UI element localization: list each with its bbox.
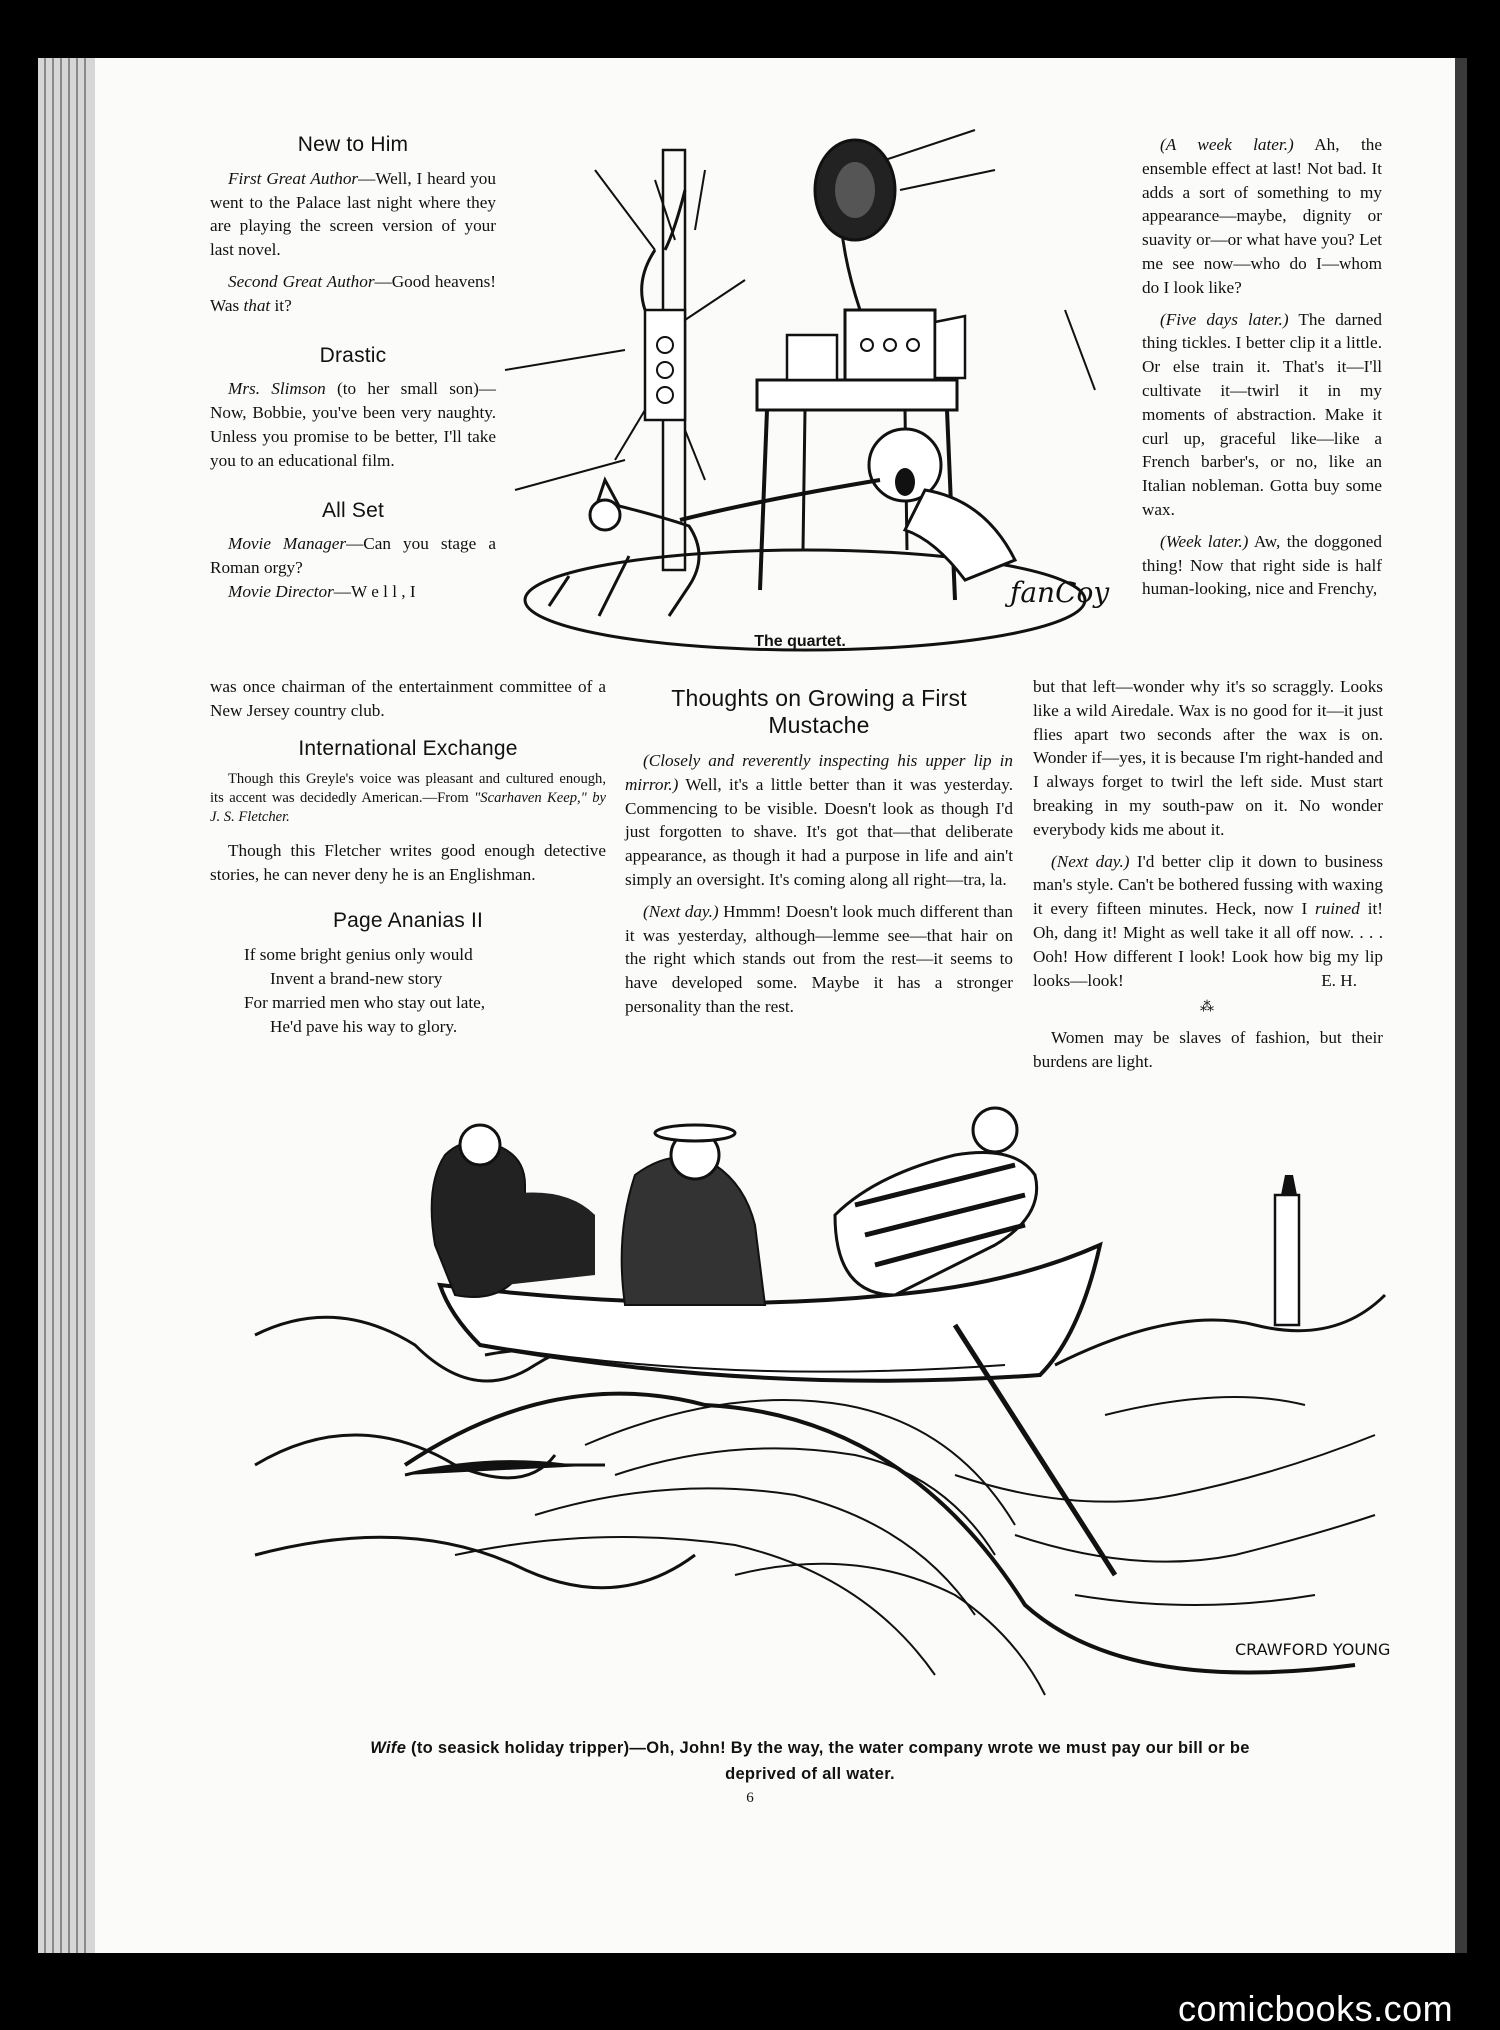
quartet-illustration bbox=[505, 130, 1110, 660]
heading-all-set: All Set bbox=[321, 498, 385, 522]
mustache-p3: (A week later.) Ah, the ensemble effect at last! Not bad. It adds a sort of something to my appearance—maybe, dignity or suavity or—or what have you? Let me see now—who do I—whom do I look like? bbox=[1142, 135, 1382, 297]
site-watermark: comicbooks.com bbox=[1178, 1988, 1454, 2029]
quartet-caption: The quartet. bbox=[754, 633, 846, 650]
mustache-p5-top: (Week later.) Aw, the doggoned thing! Now that right side is half human-looking, nice and Frenchy, bbox=[1142, 531, 1382, 599]
international-comment: Though this Fletcher writes good enough detective stories, he can never deny he is an Englishman. bbox=[210, 841, 606, 885]
svg-text:ƒanCoy: ƒanCoy bbox=[1010, 576, 1110, 609]
heading-page-ananias: Page Ananias II bbox=[332, 908, 484, 932]
facing-page-shadow bbox=[1455, 58, 1467, 1953]
international-quote: Though this Greyle's voice was pleasant and cultured enough, its accent was decidedly American.—From "Scarhaven Keep," by J. S. Fletcher. bbox=[210, 771, 607, 826]
verse-line: He'd pave his way to glory. bbox=[270, 1016, 458, 1036]
women-joke: Women may be slaves of fashion, but their burdens are light. bbox=[1033, 1028, 1383, 1071]
mustache-signature: E. H. bbox=[1321, 970, 1357, 990]
all-set-line-1: Movie Manager—Can you stage a Roman orgy? bbox=[210, 534, 496, 578]
drastic-text: Mrs. Slimson (to her small son)—Now, Bobbie, you've been very naughty. Unless you promise to be better, I'll take you to an educational film. bbox=[210, 379, 496, 470]
column-right-lower bbox=[1033, 675, 1383, 1082]
mustache-p2: (Next day.) Hmmm! Doesn't look much different than it was yesterday, although—lemme see—that hair on the right which stands out from the rest—it seems to have developed some. Maybe it has a stronger personality than the rest. bbox=[625, 901, 1013, 1016]
section-stars: ⁂ bbox=[1200, 1000, 1216, 1016]
column-left-lower bbox=[210, 675, 606, 1039]
verse-line: If some bright genius only would bbox=[244, 944, 473, 964]
heading-mustache: Thoughts on Growing a First Mustache bbox=[671, 685, 967, 738]
boat-illustration bbox=[255, 1135, 1391, 1783]
all-set-line-2: Movie Director—W e l l , I bbox=[228, 581, 416, 601]
column-middle bbox=[625, 685, 1013, 1027]
new-to-him-line-2: Second Great Author—Good heavens! Was that it? bbox=[210, 271, 496, 315]
book-page-edges bbox=[38, 58, 98, 1953]
heading-drastic: Drastic bbox=[319, 343, 387, 367]
new-to-him-line-1: First Great Author—Well, I heard you went to the Palace last night where they are playing the screen version of your last novel. bbox=[210, 168, 496, 260]
quartet-drawing bbox=[505, 130, 1110, 660]
boat-caption: Wife (to seasick holiday tripper)—Oh, John! By the way, the water company wrote we must pay our bill or be deprived of all water. bbox=[370, 1739, 1250, 1783]
verse-line: For married men who stay out late, bbox=[244, 992, 486, 1012]
mustache-p5-bottom: but that left—wonder why it's so scraggly. Looks like a wild Airedale. Wax is no good for it—it just flies apart two seconds after the wax is on. Wonder if—yes, it is because I'm right-handed and I always forget to twirl the left side. Must start breaking in my south-paw on it. No wonder everybody kids me about it. bbox=[1033, 677, 1383, 839]
boat-drawing bbox=[255, 1135, 1391, 1735]
heading-new-to-him: New to Him bbox=[297, 133, 409, 156]
mustache-p6: (Next day.) I'd better clip it down to business man's style. Can't be bothered fussing with waxing it every fifteen minutes. Heck, now I ruined it! Oh, dang it! Might as well take it all off now. . . . Ooh! How different I look! Look how big my lip looks—look! E. H. bbox=[1033, 850, 1383, 993]
boat-artist-signature: CRAWFORD YOUNG bbox=[1235, 1640, 1391, 1659]
column-right-upper bbox=[1142, 133, 1382, 601]
mustache-p4: (Five days later.) The darned thing tickles. I better clip it a little. Or else train it. That's it—I'll cultivate it—twirl it in my moments of abstraction. Make it curl up, graceful like—like a French barber's, or no, like an Italian nobleman. Gotta buy some wax. bbox=[1142, 309, 1382, 519]
all-set-line-2-cont: was once chairman of the entertainment committee of a New Jersey country club. bbox=[210, 677, 606, 720]
ananias-verse bbox=[210, 943, 606, 1039]
page-number: 6 bbox=[746, 1790, 754, 1806]
column-left bbox=[210, 133, 496, 604]
heading-international-exchange: International Exchange bbox=[298, 736, 518, 760]
mustache-p1: (Closely and reverently inspecting his upper lip in mirror.) Well, it's a little better than it was yesterday. Commencing to be visible. Doesn't look as though I'd just forgotten to shave. It's got that—that deliberate appearance, as though it had a purpose in life and ain't simply an oversight. It's coming along all right—tra, la. bbox=[625, 751, 1013, 889]
verse-line: Invent a brand-new story bbox=[270, 968, 443, 988]
